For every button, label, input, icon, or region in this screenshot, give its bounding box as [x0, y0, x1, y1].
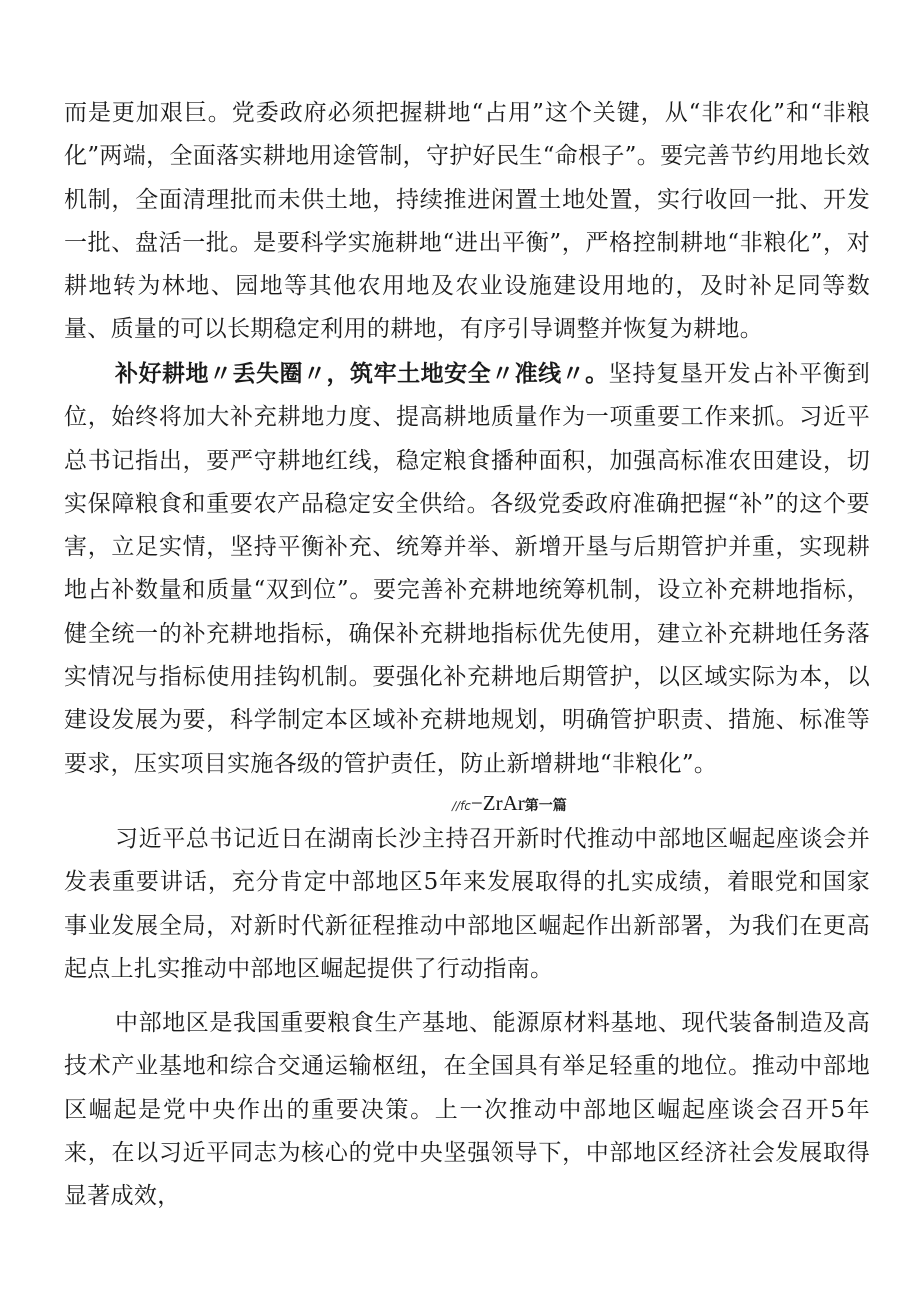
- paragraph-central-region-status: 中部地区是我国重要粮食生产基地、能源原材料基地、现代装备制造及高技术产业基地和综合交通运输枢纽，在全国具有举足轻重的地位。推动中部地区崛起是党中央作出的重要决策。上一次推动中部地区崛起座谈会召开5年来，在以习近平同志为核心的党中央坚强领导下，中部地区经济社会发展取得显著成效，: [64, 1010, 870, 1210]
- heading-prefix: ∕∕fc: [452, 799, 471, 813]
- paragraph-farmland-occupation: 而是更加艰巨。党委政府必须把握耕地“占用”这个关键，从“非农化”和“非粮化”两端，全面落实耕地用途管制，守护好民生“命根子”。要完善节约用地长效机制，全面清理批而未供土地，持续推进闲置土地处置，实行收回一批、开发一批、盘活一批。是要科学实施耕地“进出平衡”，严格控制耕地“非粮化”，对耕地转为林地、园地等其他农用地及农业设施建设用地的，及时补足同等数量、质量的可以长期稳定利用的耕地，有序引导调整并恢复为耕地。: [64, 100, 870, 343]
- paragraph-central-region-symposium: 习近平总书记近日在湖南长沙主持召开新时代推动中部地区崛起座谈会并发表重要讲话，充分肯定中部地区5年来发展取得的扎实成绩，着眼党和国家事业发展全局，对新时代新征程推动中部地区崛起作出新部署，为我们在更高起点上扎实推动中部地区崛起提供了行动指南。: [64, 826, 870, 982]
- paragraph-body: 坚持复垦开发占补平衡到位，始终将加大补充耕地力度、提高耕地质量作为一项重要工作来抓。习近平总书记指出，要严守耕地红线，稳定粮食播种面积，加强高标准农田建设，切实保障粮食和重要农产品稳定安全供给。各级党委政府准确把握“补”的这个要害，立足实情，坚持平衡补充、统筹并举、新增开垦与后期管护并重，实现耕地占补数量和质量“双到位”。要完善补充耕地统筹机制，设立补充耕地指标，健全统一的补充耕地指标，确保补充耕地指标优先使用，建立补充耕地任务落实情况与指标使用挂钩机制。要强化补充耕地后期管护，以区域实际为本，以建设发展为要，科学制定本区域补充耕地规划，明确管护职责、措施、标准等要求，压实项目实施各级的管护责任，防止新增耕地“非粮化”。: [64, 361, 871, 777]
- paragraph-lead-heading: 补好耕地〃丢失圈〃，筑牢土地安全〃准线〃。: [115, 361, 609, 387]
- heading-code: −ZrAr: [470, 791, 525, 815]
- heading-title: 第一篇: [524, 798, 567, 814]
- section-heading: [452, 788, 567, 818]
- paragraph-farmland-supplement: [64, 353, 870, 786]
